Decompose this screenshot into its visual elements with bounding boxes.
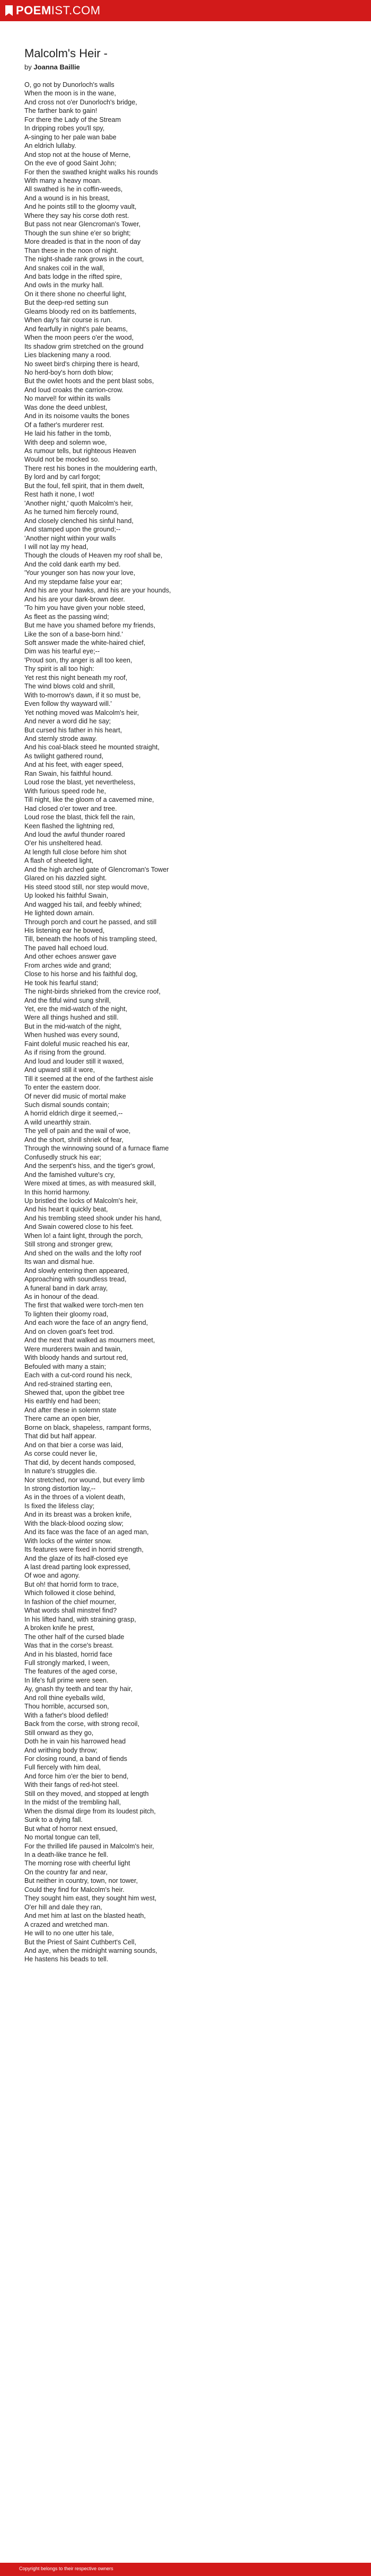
poem-line: His listening ear he bowed, [24,926,105,934]
poem-line: That did, by decent hands composed, [24,1458,136,1466]
poem-line: Till night, like the gloom of a cavemed mine, [24,796,154,804]
poem-line: Shewed that, upon the gibbet tree [24,1388,125,1396]
poem-line: Though the clouds of Heaven my roof shall be, [24,552,163,560]
poem-line: Of never did music of mortal make [24,1092,126,1100]
footer-bar [0,2563,371,2576]
poem-line: Its wan and dismal hue. [24,1258,95,1266]
poem-line: With their fangs of red-hot steel. [24,1781,119,1789]
poem-line: And fearfully in night's pale beams, [24,325,128,333]
poem-line: But oh! that horrid form to trace, [24,1580,119,1588]
poem-line: Keen flashed the lightning red, [24,822,115,830]
poem-line: He will to no one utter his tale, [24,1929,114,1937]
poem-line: And stamped upon the ground;-- [24,526,121,534]
poem-line: As he turned him fiercely round, [24,508,119,516]
poem-line: Of woe and agony. [24,1572,80,1580]
poem-line: And slowly entering then appeared, [24,1267,129,1274]
poem-line: But the Priest of Saint Cuthbert's Cell, [24,1938,137,1946]
poem-line: Back from the corse, with strong recoil, [24,1720,139,1728]
author-name[interactable]: Joanna Baillie [33,63,80,71]
poem-line: And upward still it wore, [24,1066,95,1074]
poem-line: Full strongly marked, I ween, [24,1659,110,1667]
poem-line: And his are your hawks, and his are your hounds, [24,587,171,595]
poem-line: With a father's blood defiled! [24,1711,109,1719]
poem-line: Were mixed at times, as with measured skill, [24,1180,156,1188]
poem-line: As if rising from the ground. [24,1049,106,1057]
poem-line: The night-birds shrieked from the crevice roof, [24,988,161,996]
poem-line: When the dismal dirge from its loudest pitch, [24,1807,156,1815]
poem-line: O'er hill and dale they ran, [24,1903,102,1911]
poem-line: By lord and by carl forgot; [24,473,101,481]
poem-line: In his lifted hand, with straining grasp, [24,1615,136,1623]
poem-line: Up looked his faithful Swain, [24,892,109,900]
logo-text [16,4,101,17]
poem-line: With bloody hands and surtout red, [24,1354,128,1362]
poem-line: Still onward as they go, [24,1729,94,1737]
poem-line: Its shadow grim stretched on the ground [24,342,144,350]
poem-line: And never a word did he say; [24,718,111,725]
poem-line: But the foul, fell spirit, that in them dwelt, [24,482,145,490]
poem-line: And force him o'er the bier to bend, [24,1772,129,1780]
poem-line: And met him at last on the blasted heath, [24,1912,146,1920]
poem-line: As corse could never lie, [24,1450,98,1458]
poem-line: He laid his father in the tomb, [24,430,111,438]
poem-line: What words shall minstrel find? [24,1607,117,1615]
poem-line: Nor stretched, nor wound, but every limb [24,1476,145,1484]
poem-line: His steed stood still, nor step would move, [24,883,149,891]
poem-line: And after these in solemn state [24,1406,117,1414]
poem-line: A funeral band in dark array, [24,1284,108,1292]
poem-line: That did but half appear. [24,1432,96,1440]
poem-line: 'Your younger son has now your love, [24,569,136,577]
poem-line: And other echoes answer gave [24,953,117,961]
poem-line: In dripping robes you'll spy, [24,125,105,132]
poem-line: In fashion of the chief mourner, [24,1598,116,1606]
poem-line: In life's full prime were seen. [24,1676,109,1684]
poem-line: Lies blackening many a rood. [24,351,111,359]
poem-line: Befouled with many a stain; [24,1362,107,1370]
poem-line: Thou horrible, accursed son, [24,1703,109,1711]
poem-line: For closing round, a band of fiends [24,1755,127,1763]
poem-line: The first that walked were torch-men ten [24,1302,144,1309]
poem-line: But cursed his father in his heart, [24,726,122,734]
poem-line: They sought him east, they sought him west, [24,1895,157,1902]
poem-line: Was done the deed unblest, [24,403,108,411]
poem-line: And red-strained starting een, [24,1380,112,1388]
poem-line: And he points still to the gloomy vault, [24,203,137,211]
poem-line: Ran Swain, his faithful hound. [24,769,113,777]
poem-line: And stop not at the house of Merne, [24,151,131,158]
poem-line: No sweet bird's chirping there is heard, [24,360,140,368]
poem-line: No mortal tongue can tell, [24,1834,101,1842]
poem-line: With furious speed rode he, [24,787,107,795]
poem-line: No herd-boy's horn doth blow; [24,368,113,376]
poem-line: Loud rose the blast, thick fell the rain, [24,813,135,821]
poem-line: A-singing to her pale wan babe [24,133,117,141]
poem-line: O, go not by Dunorloch's walls [24,81,114,88]
poem-line: With to-morrow's dawn, if it so must be, [24,691,141,699]
poem-line: For the thrilled life paused in Malcolm's heir, [24,1842,154,1850]
poem-line: And in his blasted, horrid face [24,1650,112,1658]
poem-line: And loud croaks the carrion-crow. [24,386,123,394]
poem-line: With locks of the winter snow. [24,1537,112,1545]
poem-line: And the next that walked as mourners meet, [24,1336,155,1344]
poem-line: The wind blows cold and shrill, [24,683,115,691]
poem-line: Thy spirit is all too high: [24,665,94,673]
poem-line: Where they say his corse doth rest. [24,211,129,219]
poem-line: As rumour tells, but righteous Heaven [24,447,136,455]
poem-line: And aye, when the midnight warning sounds, [24,1946,157,1954]
poem-line: 'Another night within your walls [24,534,116,542]
poem-line: Through porch and court he passed, and still [24,918,157,926]
poem-line: He hastens his beads to tell. [24,1955,109,1963]
poem-line: Had closed o'er tower and tree. [24,804,117,812]
poem-line: And the famished vulture's cry, [24,1171,115,1179]
bookmark-icon [5,5,13,16]
poem-line: And on that bier a corse was laid, [24,1441,123,1449]
poem-line: When the moon is in the wane, [24,90,116,98]
poem-line: And the serpent's hiss, and the tiger's growl, [24,1162,155,1170]
poem-line: At length full close before him shot [24,848,127,856]
poem-line: Full fiercely with him deal, [24,1764,101,1772]
poem-line: With deep and solemn woe, [24,438,107,446]
poem-line: When day's fair course is run. [24,316,112,324]
poem-line: Though the sun shine e'er so bright; [24,229,131,237]
poem-line: And wagged his tail, and feebly whined; [24,900,142,908]
poem-line: Borne on black, shapeless, rampant forms, [24,1423,152,1431]
poem-line: And at his feet, with eager speed, [24,761,123,769]
poem-line: He lighted down amain. [24,909,94,917]
poem-line: Loud rose the blast, yet nevertheless, [24,778,136,786]
poem-line: Could they find for Malcolm's heir. [24,1885,125,1893]
poem-line: For there the Lady of the Stream [24,116,121,123]
poem-line: Close to his horse and his faithful dog, [24,970,138,978]
poem-line: And loud and louder still it waxed, [24,1057,124,1065]
poem-line: Than these in the noon of night. [24,246,119,254]
poem-line: And a wound is in his breast, [24,194,110,202]
poem-line: More dreaded is that in the noon of day [24,238,141,246]
poem-line: A horrid eldrich dirge it seemed,-- [24,1110,123,1118]
logo-text-light: IST.COM [51,4,101,17]
poem-line: Were all things hushed and still. [24,1014,119,1022]
poem-line: And on cloven goat's feet trod. [24,1327,114,1335]
poem-line: And owls in the murky hall. [24,281,104,289]
poem-line: A wild unearthly strain. [24,1118,91,1126]
poem-line: Its features were fixed in horrid strength, [24,1546,144,1554]
poem-line: Still on they moved, and stopped at length [24,1790,149,1798]
poem-line: As fleet as the passing wind; [24,613,109,621]
poem-line: No marvel! for within its walls [24,395,111,403]
poem-line: And shed on the walls and the lofty roof [24,1249,142,1257]
poem-line: From arches wide and grand; [24,961,111,969]
poem-line: Gleams bloody red on its battlements, [24,307,137,315]
poem-line: And his coal-black steed he mounted straight, [24,743,160,751]
poem-line: Dim was his tearful eye;-- [24,648,100,656]
poem-line: And sternly strode away. [24,734,97,742]
poem-line: And snakes coil in the wall, [24,264,105,272]
poem-line: When hushed was every sound, [24,1031,120,1039]
poem-line: O'er his unsheltered head. [24,839,103,847]
poem-line: Which followed it close behind, [24,1589,116,1597]
poem-body [24,81,353,1964]
poem-line: Were murderers twain and twain, [24,1345,122,1353]
poem-line: The features of the aged corse, [24,1668,118,1676]
poem-line: But me have you shamed before my friends, [24,622,156,630]
poem-line: And closely clenched his sinful hand, [24,517,134,525]
poem-line: But what of horror next ensued, [24,1825,118,1833]
poem-line: The farther bank to gain! [24,107,98,115]
poem-line: On the country far and near, [24,1868,108,1876]
poem-line: Still strong and stronger grew, [24,1241,113,1249]
poem-line: Of a father's murderer rest. [24,421,104,429]
poem-line: Was that in the corse's breast. [24,1642,114,1650]
poem-line: As in honour of the dead. [24,1293,99,1300]
poem-line: A last dread parting look expressed, [24,1563,131,1571]
poem-line: Even follow thy wayward will.' [24,700,112,708]
poem-line: A broken knife he prest, [24,1624,95,1632]
poem-line: Till, beneath the hoofs of his trampling steed, [24,935,157,943]
poem-line: His earthly end had been; [24,1397,101,1405]
poem-line: And his heart it quickly beat, [24,1206,108,1214]
poem-line: Up bristled the locks of Malcolm's heir, [24,1197,138,1205]
poem-line: In a death-like trance he fell. [24,1851,109,1858]
poem-line: Yet, ere the mid-watch of the night, [24,1005,128,1013]
poem-line: And in its noisome vaults the bones [24,412,130,420]
poem-line: And each wore the face of an angry fiend, [24,1319,148,1327]
poem-line: There rest his bones in the mouldering earth, [24,464,157,472]
poem-line: 'Proud son, thy anger is all too keen, [24,656,132,664]
poem-line: On the eve of good Saint John; [24,160,117,167]
poem-line: Rest hath it none, I wot! [24,491,95,499]
poem-line: To enter the eastern door. [24,1084,101,1092]
poem-line: All swathed is he in coffin-weeds, [24,185,123,193]
poem-line: And the glaze of its half-closed eye [24,1554,128,1562]
poem-line: Such dismal sounds contain; [24,1101,110,1109]
poem-line: But the deep-red setting sun [24,299,109,307]
poem-line: Would not be mocked so. [24,456,100,464]
poem-line: Confusedly struck his ear; [24,1153,101,1161]
poem-line: Yet rest this night beneath my roof, [24,674,128,681]
poem-line: Approaching with soundless tread, [24,1276,127,1283]
poem-line: Each with a cut-cord round his neck, [24,1371,132,1379]
poem-line: And loud the awful thunder roared [24,830,125,838]
poem-line: And Swain cowered close to his feet. [24,1223,134,1231]
poem-line: And the cold dank earth my bed. [24,560,121,568]
poem-line: Through the winnowing sound of a furnace flame [24,1145,169,1153]
poem-line: And its face was the face of an aged man, [24,1528,149,1536]
poem-line: And the fitful wind sung shrill, [24,996,111,1004]
poem-line: And cross not o'er Dunorloch's bridge, [24,98,137,106]
poem-line: Faint doleful music reached his ear, [24,1040,130,1048]
poem-line: For then the swathed knight walks his rounds [24,168,158,176]
poem-line: As twilight gathered round, [24,752,104,760]
poem-line: And bats lodge in the rifted spire, [24,272,122,280]
poem-line: And in its breast was a broken knife, [24,1511,132,1519]
poem-line: Glared on his dazzled sight. [24,874,107,882]
poem-line: And roll thine eyeballs wild, [24,1694,105,1702]
poem-line: But pass not near Glencroman's Tower, [24,220,141,228]
poem-line: Soft answer made the white-haired chief, [24,639,146,647]
top-header-bar [0,0,371,21]
poem-line: To lighten their gloomy road, [24,1310,109,1318]
poem-line: When lo! a faint light, through the porch, [24,1232,143,1240]
poem-line: There came an open bier, [24,1415,101,1423]
poem-line: In the midst of the trembling hall, [24,1799,121,1807]
poem-line: He took his fearful stand; [24,979,99,987]
poem-line: I will not lay my head, [24,543,89,551]
poem-content [24,47,353,1964]
copyright-text: Copyright belongs to their respective owners [19,2566,113,2571]
poem-line: Sunk to a dying fall. [24,1816,83,1824]
poem-line: But the owlet hoots and the pent blast sobs, [24,377,154,385]
poem-line: As in the throes of a violent death, [24,1493,126,1501]
poem-line: And his are your dark-brown deer. [24,595,125,603]
poem-line: Yet nothing moved was Malcolm's heir, [24,709,139,716]
poem-line: Ay, gnash thy teeth and tear thy hair, [24,1685,132,1693]
poem-line: Like the son of a base-born hind.' [24,630,123,638]
poem-byline [24,63,353,72]
poem-line: But neither in country, town, nor tower, [24,1877,138,1885]
by-label: by [24,63,32,71]
poem-line: The morning rose with cheerful light [24,1860,130,1867]
poem-line: The paved hall echoed loud. [24,944,109,952]
poem-line: And the high arched gate of Glencroman's Tower [24,865,169,873]
site-logo[interactable] [5,4,101,17]
poem-line: Till it seemed at the end of the farthest aisle [24,1075,154,1083]
poem-line: A flash of sheeted light, [24,857,94,865]
poem-line: When the moon peers o'er the wood, [24,334,134,342]
poem-line: The night-shade rank grows in the court, [24,255,144,263]
poem-line: With many a heavy moan. [24,176,102,184]
poem-line: And writhing body throw; [24,1746,98,1754]
poem-line: A crazed and wretched man. [24,1920,109,1928]
poem-line: The yell of pain and the wail of woe, [24,1127,131,1135]
poem-line: Doth he in vain his harrowed head [24,1738,126,1746]
poem-line: Is fixed the lifeless clay; [24,1502,95,1510]
poem-line: And the short, shrill shriek of fear, [24,1136,123,1144]
poem-line: And my stepdame false your ear; [24,578,122,586]
poem-line: With the black-blood oozing slow; [24,1519,123,1527]
poem-line: In nature's struggles die. [24,1467,97,1475]
poem-line: The other half of the cursed blade [24,1633,125,1641]
poem-line: But in the mid-watch of the night, [24,1022,122,1030]
poem-line: 'Another night,' quoth Malcolm's heir, [24,499,133,507]
logo-text-bold: POEM [16,4,51,17]
poem-line: 'To him you have given your noble steed, [24,604,145,612]
poem-line: In strong distortion lay,-- [24,1484,96,1492]
poem-line: In this horrid harmony. [24,1188,91,1196]
poem-line: An eldrich lullaby. [24,142,76,150]
poem-line: And his trembling steed shook under his hand, [24,1214,162,1222]
poem-title: Malcolm's Heir - [24,47,108,60]
poem-line: On it there shone no cheerful light, [24,290,127,298]
